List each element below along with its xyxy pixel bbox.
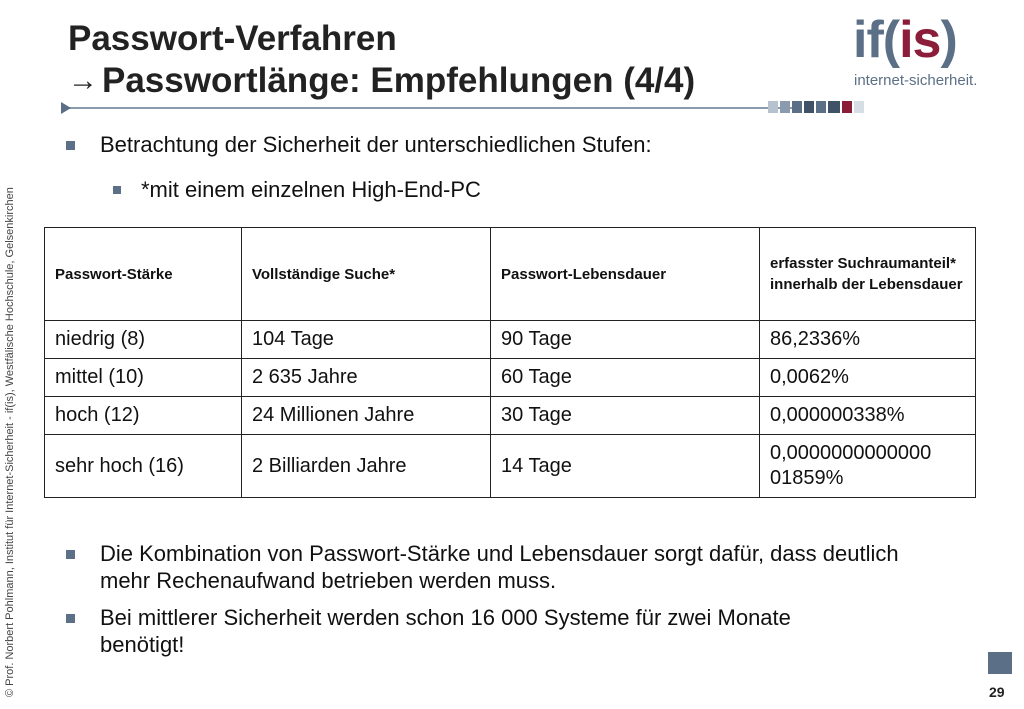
rule-segment-3 [792, 101, 802, 113]
copyright-sidebar: © Prof. Norbert Pohlmann, Institut für Internet-Sicherheit - if(is), Westfälische Hochschule, Gelsenkirchen [4, 187, 16, 697]
table-cell: 2 635 Jahre [242, 359, 491, 397]
bullet-top-1: Betrachtung der Sicherheit der unterschiedlichen Stufen: [100, 132, 652, 157]
table-cell: 0,000000338% [760, 397, 976, 435]
table-cell: mittel (10) [45, 359, 242, 397]
table-row [45, 397, 976, 435]
table-cell: 104 Tage [242, 321, 491, 359]
page-marker-icon [988, 652, 1012, 674]
title-subtitle: Passwortlänge: Empfehlungen (4/4) [102, 61, 696, 100]
bullet-top-2: *mit einem einzelnen High-End-PC [141, 177, 481, 202]
table-cell: 14 Tage [491, 435, 760, 498]
bullet-square-icon [113, 186, 121, 194]
table-header-row [45, 228, 976, 321]
rule-segment-4 [804, 101, 814, 113]
bullet-square-icon [66, 550, 75, 559]
table-cell: sehr hoch (16) [45, 435, 242, 498]
rule-line [62, 107, 802, 109]
table-cell: 24 Millionen Jahre [242, 397, 491, 435]
security-table [44, 227, 976, 498]
table-cell: 60 Tage [491, 359, 760, 397]
rule-segment-5 [816, 101, 826, 113]
rule-segment-6 [828, 101, 840, 113]
table-cell: 30 Tage [491, 397, 760, 435]
bullet-bottom-2: Bei mittlerer Sicherheit werden schon 16 000 Systeme für zwei Monate benötigt! [100, 605, 791, 657]
bullet-square-icon [66, 141, 75, 150]
logo-mark-close-paren: ) [940, 11, 957, 69]
logo-mark-if: if [853, 11, 883, 69]
title-line-2 [68, 60, 695, 102]
ifis-logo [853, 12, 993, 92]
rule-segment-7 [854, 101, 864, 113]
logo-subtitle: internet-sicherheit. [854, 72, 978, 89]
table-row [45, 435, 976, 498]
logo-mark-is: is [899, 11, 941, 69]
bullet-bottom-1: Die Kombination von Passwort-Stärke und Lebensdauer sorgt dafür, dass deutlich mehr Rechenaufwand betrieben werden muss. [100, 541, 899, 593]
rule-arrow-icon [61, 102, 71, 114]
table-cell: 2 Billiarden Jahre [242, 435, 491, 498]
header-cell: erfasster Suchraumanteil* innerhalb der Lebensdauer [760, 228, 976, 321]
header-cell: Passwort-Stärke [45, 228, 242, 321]
title-rule [62, 100, 802, 114]
rule-segment-1 [768, 101, 778, 113]
bullet-square-icon [66, 614, 75, 623]
title-line-1: Passwort-Verfahren [68, 19, 397, 58]
page-number: 29 [989, 684, 1005, 700]
table-cell: 0,0000000000000 01859% [760, 435, 976, 498]
header-cell: Vollständige Suche* [242, 228, 491, 321]
table-cell: 86,2336% [760, 321, 976, 359]
table-cell: hoch (12) [45, 397, 242, 435]
slide-title [68, 18, 695, 102]
table-row [45, 359, 976, 397]
table-row [45, 321, 976, 359]
arrow-right-icon: → [68, 64, 98, 97]
logo-mark [853, 12, 957, 68]
rule-segment-2 [780, 101, 790, 113]
header-cell: Passwort-Lebensdauer [491, 228, 760, 321]
rule-segment-accent [842, 101, 852, 113]
table-cell: 0,0062% [760, 359, 976, 397]
table-cell: 90 Tage [491, 321, 760, 359]
logo-mark-open-paren: ( [882, 11, 900, 69]
table-cell: niedrig (8) [45, 321, 242, 359]
